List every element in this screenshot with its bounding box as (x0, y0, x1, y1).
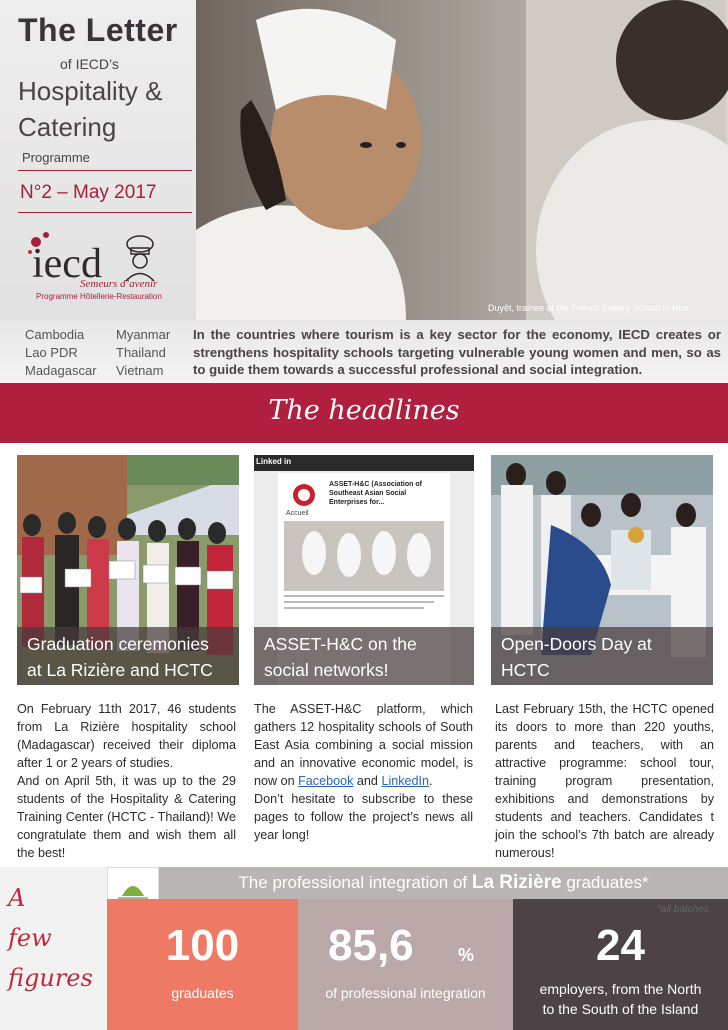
logo-programme: Programme Hôtellerie-Restauration (36, 292, 162, 301)
stat-employers (513, 899, 728, 1030)
newsletter-title: The Letter (18, 12, 178, 48)
card-body: Last February 15th, the HCTC opened its doors to more than 220 youths, parents and teachers, with an attractive programme: school tour, training program presentation, exhibitions and demonstrations by students and teachers. Candidates t join the school’s 7th batch are already numerous! (495, 702, 714, 860)
linkedin-link[interactable]: LinkedIn (381, 774, 430, 788)
stat-unit: % (458, 945, 475, 965)
stat-label: graduates (171, 985, 234, 1001)
open-doors-photo (491, 455, 713, 685)
cover-photo (196, 0, 728, 320)
intro-text: In the countries where tourism is a key sector for the economy, IECD creates or strengthens hospitality schools targeting vulnerable young women and men, so as to guide them towards a successful professional and social integration. (193, 327, 721, 377)
photo-caption: Duyệt, trainee at the French Bakery School in Hue (488, 303, 689, 313)
stat-label: employers, from the North to the South of the Island (539, 981, 702, 1017)
linkedin-org: ASSET-H&C (Association of Southeast Asian Social Enterprises for... (329, 480, 439, 507)
country: Madagascar (25, 363, 97, 378)
logo-tagline: Semeurs d’avenir (80, 278, 158, 290)
card-body: The ASSET-H&C platform, which gathers 12 hospitality schools of South East Asia combining a social mission and an innovative economic model, is now on Facebook and LinkedIn. Don’t hesitate to subscribe to these pages to follow the project’s news all year long! (254, 702, 473, 842)
stat-value: 85,6 (328, 921, 414, 970)
issue-number: N°2 – May 2017 (20, 182, 157, 203)
footnote: *all batches (657, 904, 709, 915)
divider (18, 212, 192, 213)
country: Cambodia (25, 327, 85, 342)
headlines-title: The headlines (268, 395, 460, 426)
graduation-photo (17, 455, 239, 685)
title-of: of IECD’s (60, 56, 119, 72)
card-body: On February 11th 2017, 46 students from La Rizière hospitality school (Madagascar) received their diploma after 1 or 2 years of studies. And on April 5th, it was up to the 29 students of the Hospitality & Catering Training Center (HCTC - Thailand)! We congratulate them and wish them all the best! (17, 702, 236, 860)
country: Myanmar (116, 327, 171, 342)
figures-side-title: A few figures (8, 884, 93, 992)
linkedin-screenshot (254, 455, 474, 685)
card-title: ASSET-H&C on the social networks! (254, 627, 474, 685)
country: Lao PDR (25, 345, 78, 360)
divider (18, 170, 192, 171)
stat-value: 24 (596, 921, 645, 970)
stat-value: 100 (165, 921, 240, 970)
logo-iecd: iecd (32, 241, 102, 287)
chef-logo-icon (120, 234, 160, 282)
country: Thailand (116, 345, 166, 360)
card-title: Open-Doors Day at HCTC (491, 627, 713, 685)
stat-graduates (107, 899, 298, 1030)
figures-bar-title: The professional integration of La Rizière graduates* (238, 872, 649, 893)
title-catering: Catering (18, 112, 117, 142)
title-hospitality: Hospitality & (18, 76, 163, 106)
linkedin-brand: Linked in (256, 457, 292, 466)
title-programme: Programme (22, 150, 90, 165)
stat-label: of professional integration (325, 985, 486, 1001)
country: Vietnam (116, 363, 164, 378)
card-title: Graduation ceremonies at La Rizière and HCTC (17, 627, 239, 685)
facebook-link[interactable]: Facebook (298, 774, 354, 788)
linkedin-tab: Accueil (286, 510, 309, 517)
stat-integration (298, 899, 513, 1030)
